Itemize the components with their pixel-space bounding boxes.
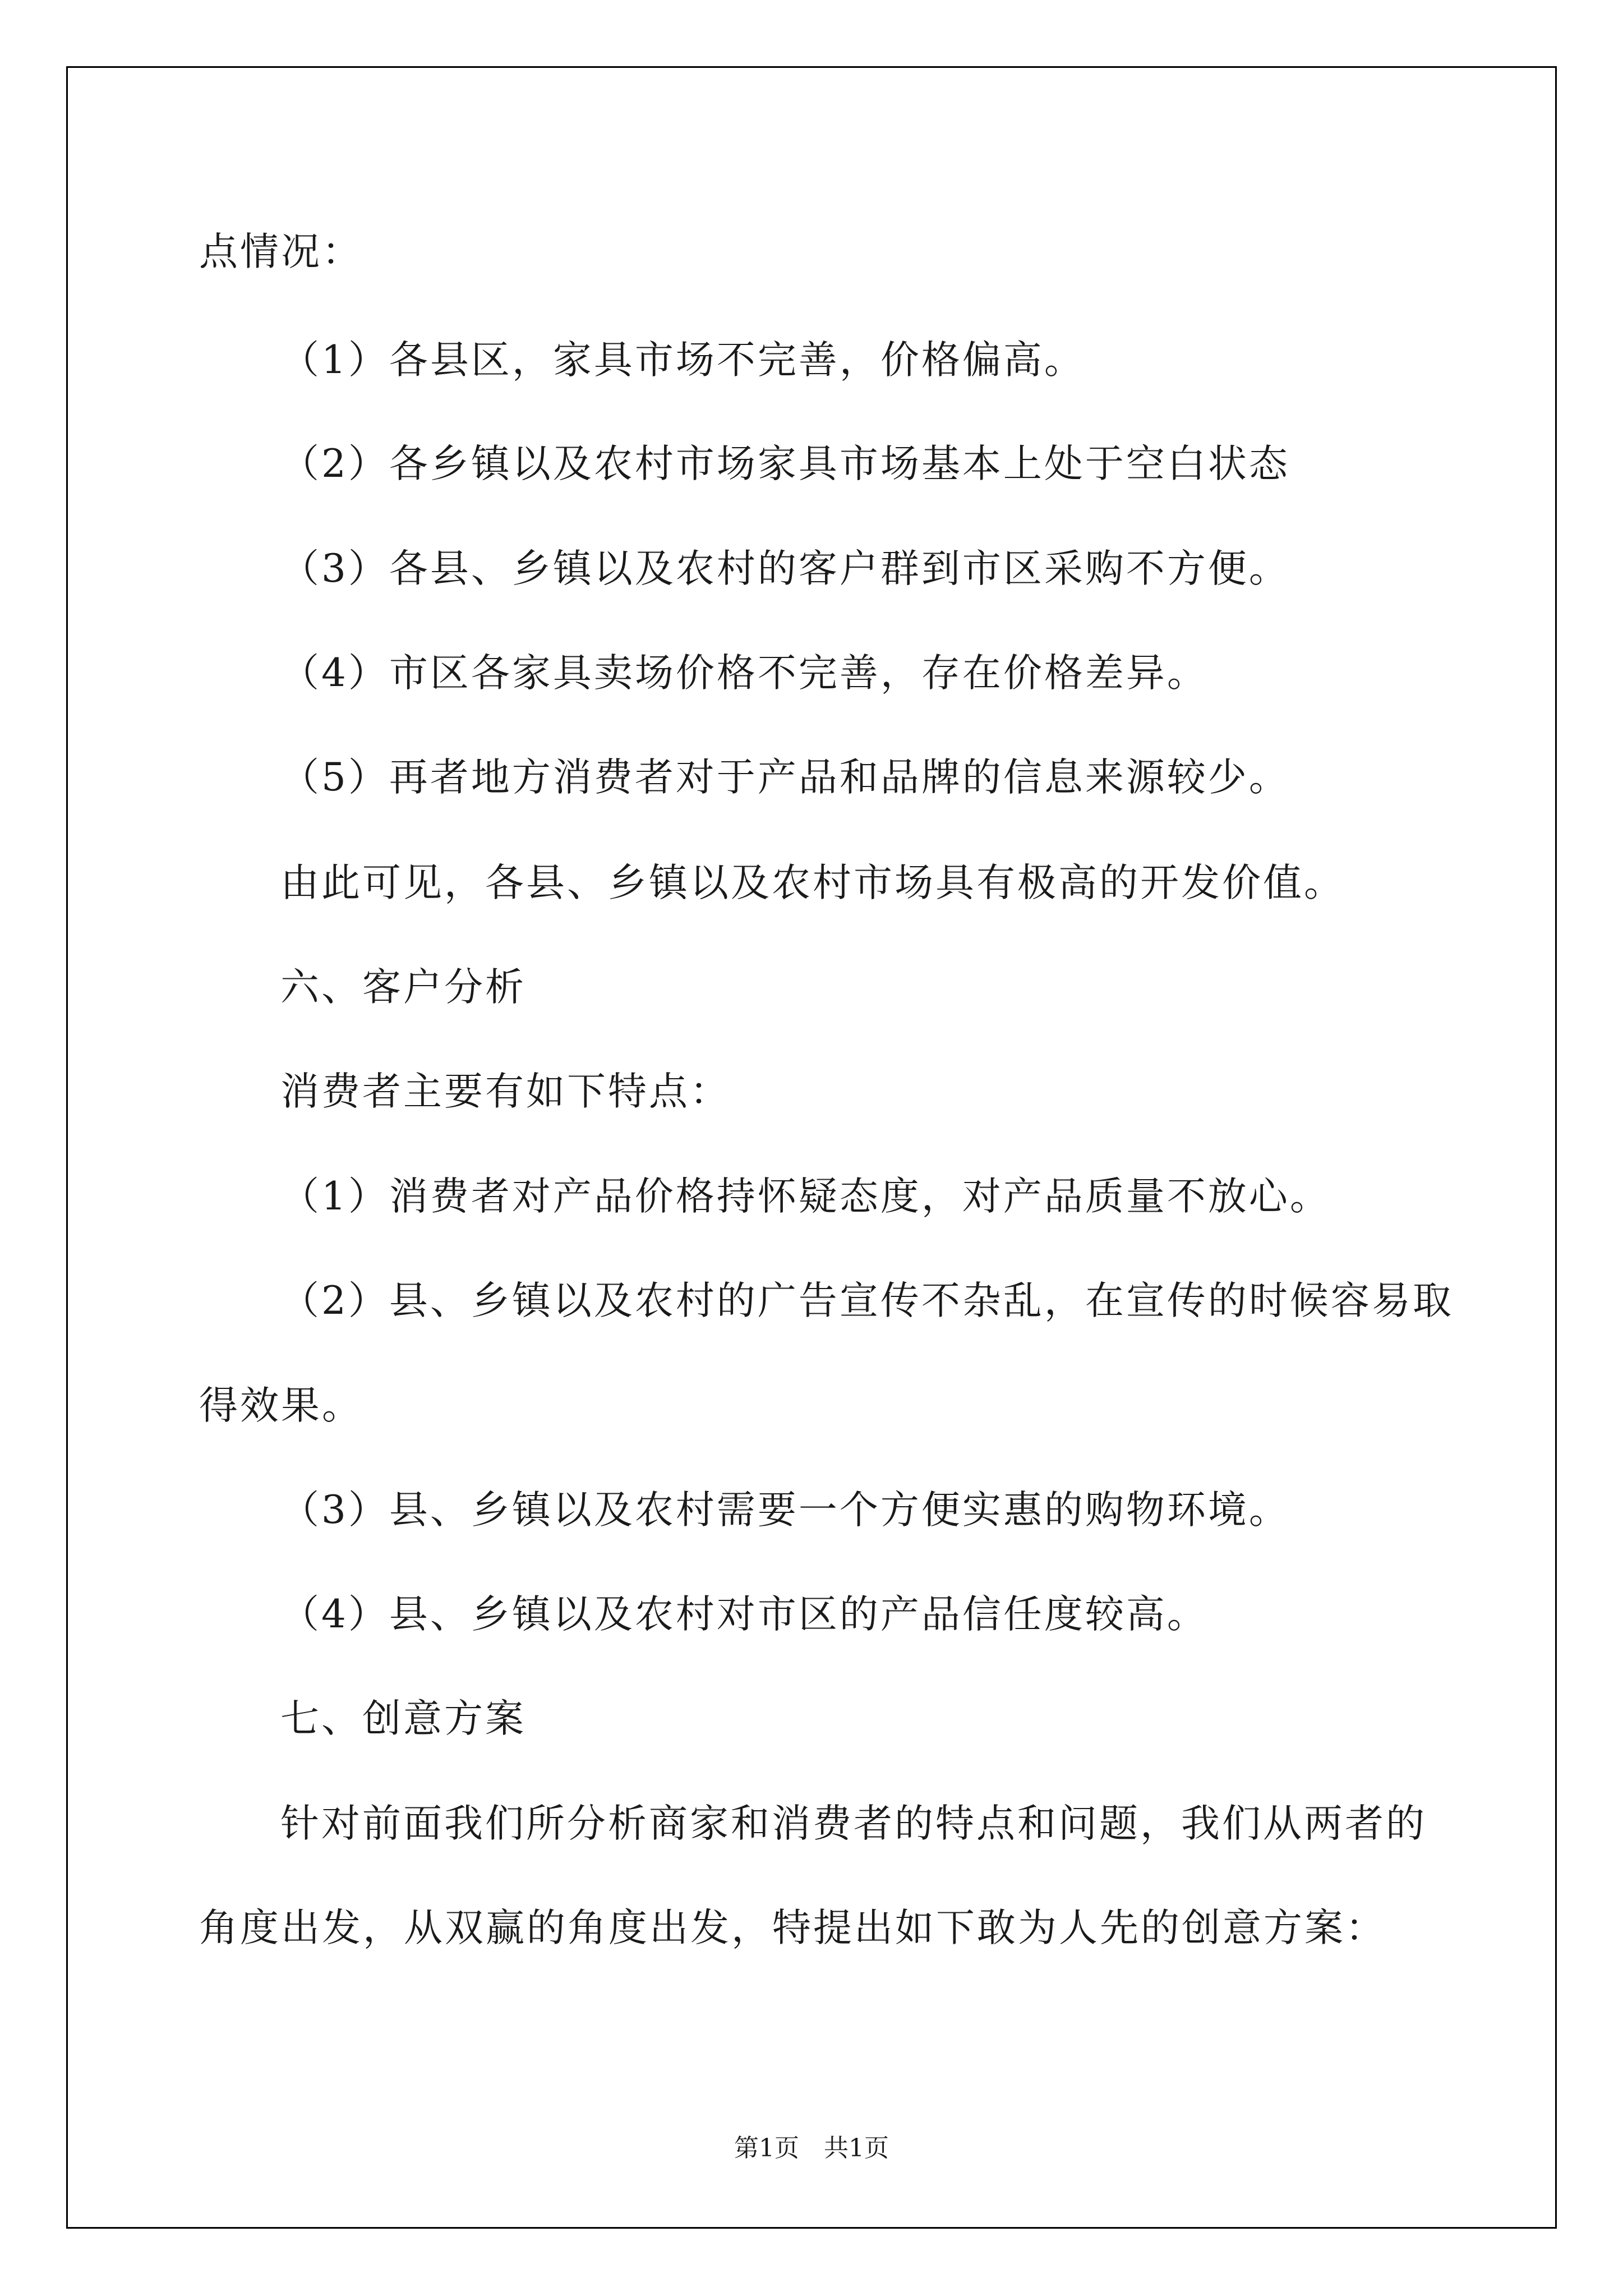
list-item: （1）消费者对产品价格持怀疑态度，对产品质量不放心。 (280, 1174, 1331, 1219)
paragraph-line: 由此可见，各县、乡镇以及农村市场具有极高的开发价值。 (280, 861, 1345, 905)
page-border (66, 66, 1557, 2229)
list-item: （2）县、乡镇以及农村的广告宣传不杂乱，在宣传的时候容易取 (280, 1278, 1454, 1323)
section-heading: 七、创意方案 (280, 1696, 526, 1741)
paragraph-line: 针对前面我们所分析商家和消费者的特点和问题，我们从两者的 (280, 1801, 1427, 1846)
list-item: （2）各乡镇以及农村市场家具市场基本上处于空白状态 (280, 441, 1290, 486)
list-item: （4）县、乡镇以及农村对市区的产品信任度较高。 (280, 1592, 1208, 1637)
list-item: （1）各县区，家具市场不完善，价格偏高。 (280, 338, 1085, 383)
section-heading: 六、客户分析 (280, 965, 526, 1010)
list-item: （4）市区各家具卖场价格不完善，存在价格差异。 (280, 651, 1208, 696)
list-item: （5）再者地方消费者对于产品和品牌的信息来源较少。 (280, 755, 1290, 800)
list-item: （3）各县、乡镇以及农村的客户群到市区采购不方便。 (280, 546, 1290, 591)
page-number-footer: 第1页 共1页 (734, 2134, 889, 2162)
paragraph-line: 得效果。 (199, 1383, 363, 1428)
paragraph-line: 消费者主要有如下特点： (280, 1069, 731, 1114)
paragraph-line: 点情况： (199, 229, 363, 274)
paragraph-line: 角度出发，从双赢的角度出发，特提出如下敢为人先的创意方案： (199, 1906, 1386, 1950)
list-item: （3）县、乡镇以及农村需要一个方便实惠的购物环境。 (280, 1488, 1290, 1533)
